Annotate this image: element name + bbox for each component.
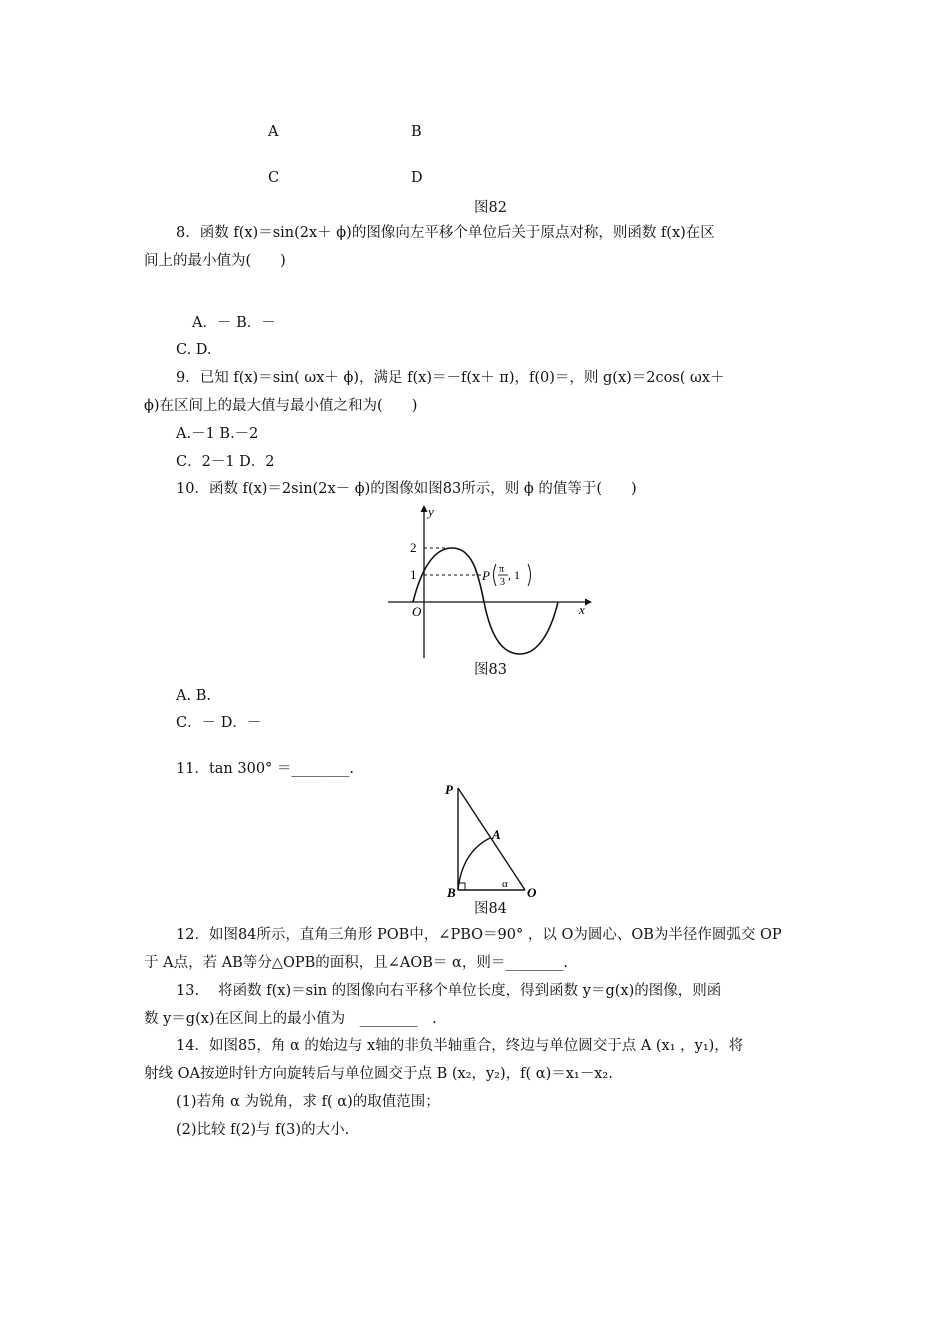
fig83-point-label: P (482, 568, 490, 583)
q8-line1: 8．函数 f(x)＝sin(2x＋ ϕ)的图像向左平移个单位后关于原点对称，则函数 f(x)在区 (176, 225, 715, 241)
q8-options-cd: C. D. (176, 342, 212, 358)
q8-options-ab: A．－ B．－ (192, 315, 276, 331)
fig84-label-o: O (527, 885, 537, 900)
fig82-option-a: A (268, 124, 279, 140)
fig84-label-p: P (445, 782, 453, 797)
q9-line2: ϕ)在区间上的最大值与最小值之和为( ) (144, 398, 418, 414)
q13-line2: 数 y＝g(x)在区间上的最小值为 ________ . (144, 1011, 437, 1027)
fig83-point-pi: π (499, 564, 505, 575)
fig83-origin-label: O (412, 604, 422, 619)
fig83-y-label: y (428, 504, 434, 519)
q14-sub2: (2)比较 f(2)与 f(3)的大小. (176, 1122, 350, 1138)
q14-line2: 射线 OA按逆时针方向旋转后与单位圆交于点 B (x₂，y₂)，f( α)＝x₁－x₂. (144, 1066, 613, 1082)
q10-line1: 10．函数 f(x)＝2sin(2x－ ϕ)的图像如图83所示，则 ϕ 的值等于( ) (176, 481, 637, 497)
fig83-point-3: 3 (500, 577, 505, 588)
q14-sub1: (1)若角 α 为锐角，求 f( α)的取值范围； (176, 1094, 440, 1110)
q10-options-ab: A. B. (176, 688, 211, 704)
fig83-caption: 图83 (474, 662, 507, 678)
fig84-arc (458, 838, 490, 890)
fig83-y-arrow-icon (421, 505, 428, 512)
q10-options-cd: C．－ D．－ (176, 715, 262, 731)
fig82-option-c: C (268, 170, 280, 186)
q14-line1: 14．如图85，角 α 的始边与 x轴的非负半轴重合，终边与单位圆交于点 A (x₁ ，y₁)，将 (176, 1038, 744, 1054)
fig83-graph (380, 502, 595, 662)
q9-options-cd: C．2－1 D．2 (176, 454, 275, 470)
fig82-option-b: B (411, 124, 422, 140)
fig83-x-label: x (579, 602, 585, 617)
q8-line2: 间上的最小值为( ) (144, 253, 286, 269)
fig84-caption: 图84 (474, 901, 507, 917)
fig83-point-y: , 1 (508, 568, 520, 582)
fig84-label-alpha: α (502, 878, 508, 890)
fig83-tick-1: 1 (410, 567, 417, 582)
fig84-label-a: A (492, 827, 501, 842)
fig84-triangle (440, 780, 550, 900)
q12-line1: 12．如图84所示，直角三角形 POB中，∠PBO＝90° ，以 O为圆心、OB为半径作圆弧交 OP (176, 927, 782, 943)
q9-line1: 9．已知 f(x)＝sin( ωx＋ ϕ)，满足 f(x)＝－f(x＋ π)，f(0)＝，则 g(x)＝2cos( ωx＋ (176, 370, 725, 386)
fig83-curve (413, 548, 558, 654)
fig83-x-arrow-icon (585, 599, 592, 606)
fig83-tick-2: 2 (410, 540, 417, 555)
fig83-paren-left (494, 564, 497, 586)
q9-options-ab: A.－1 B.－2 (176, 426, 259, 442)
fig82-option-d: D (411, 170, 423, 186)
fig84-label-b: B (447, 885, 456, 900)
fig82-caption: 图82 (474, 200, 507, 216)
q12-line2: 于 A点，若 AB等分△OPB的面积，且∠AOB＝ α，则＝________. (144, 955, 568, 971)
q11-line1: 11．tan 300° ＝________. (176, 761, 355, 777)
q13-line1: 13. 将函数 f(x)＝sin 的图像向右平移个单位长度，得到函数 y＝g(x)的图像，则函 (176, 983, 722, 999)
fig83-paren-right (528, 564, 531, 586)
